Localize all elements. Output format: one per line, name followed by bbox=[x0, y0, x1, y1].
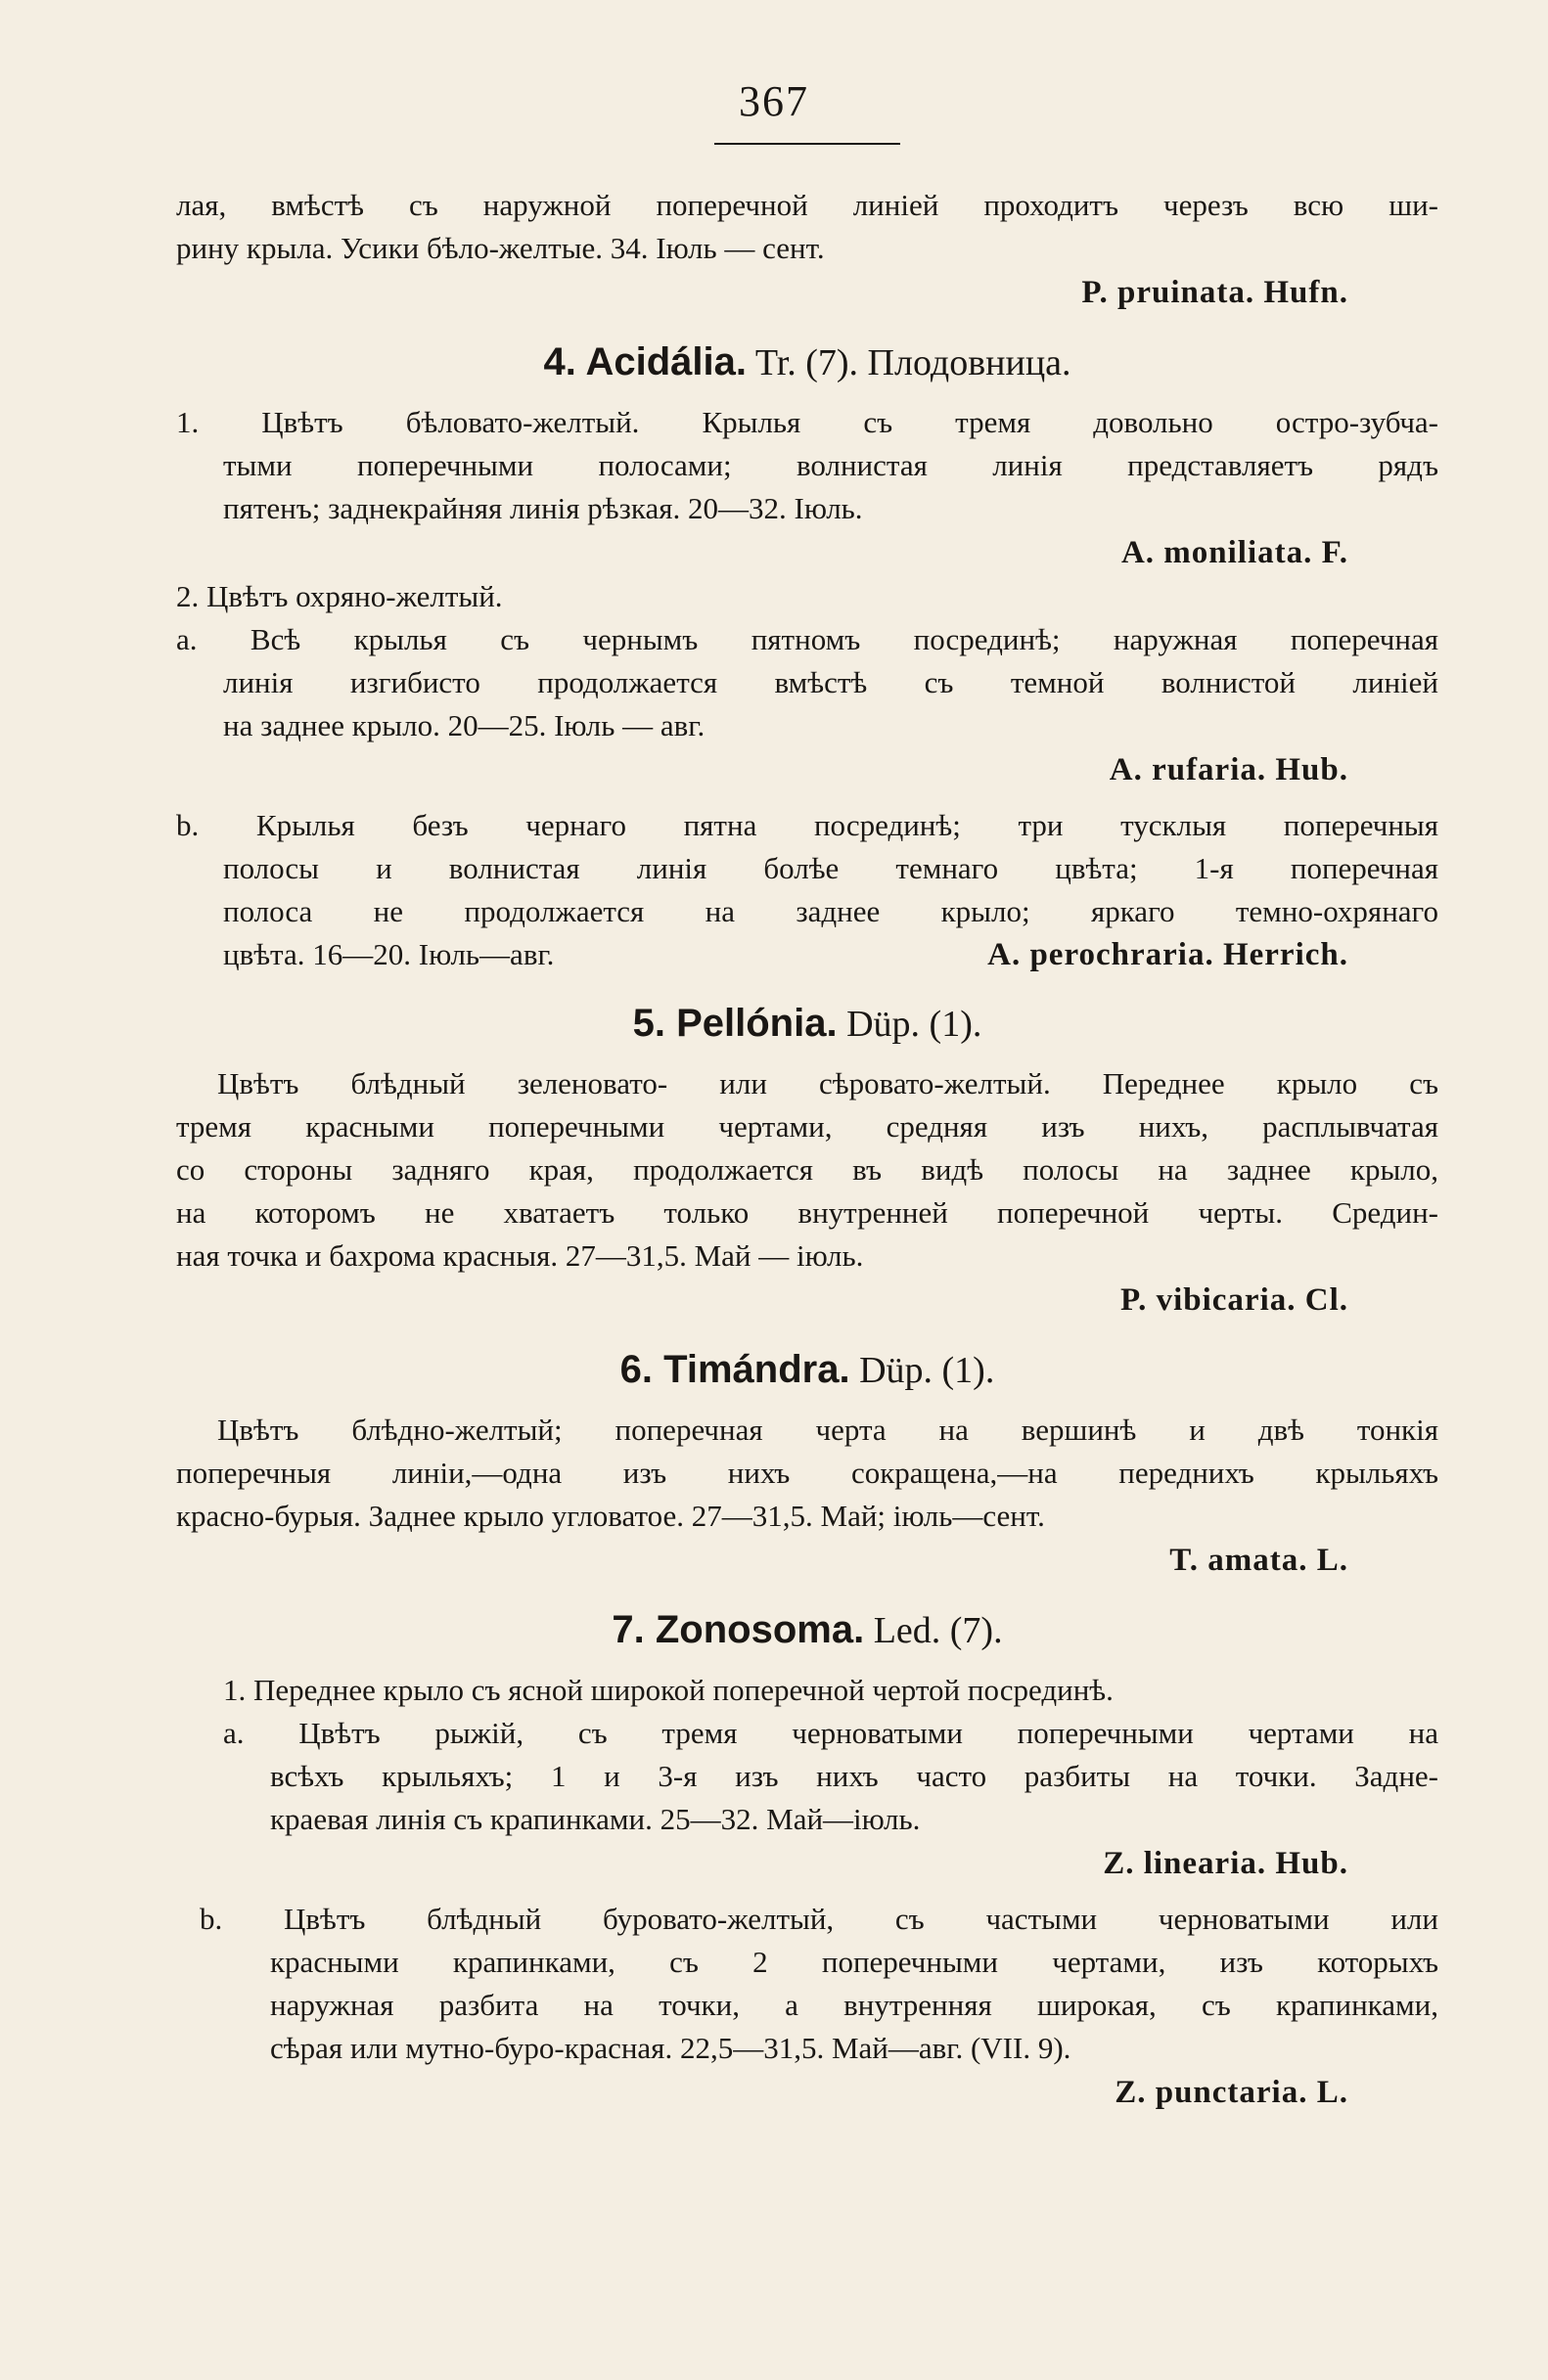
text-line: Цвѣтъ блѣдно-желтый; поперечная черта на вершинѣ и двѣ тонкія bbox=[217, 1413, 1438, 1447]
species-name: A. perochraria. Herrich. bbox=[987, 937, 1348, 972]
genus-name: 6. Timándra. bbox=[619, 1348, 850, 1391]
text-line: рину крыла. Усики бѣло-желтые. 34. Іюль — сент. bbox=[176, 231, 825, 265]
text-line: поперечныя линіи,—одна изъ нихъ сокращена,—на переднихъ крыльяхъ bbox=[176, 1456, 1438, 1490]
text-line: 1. Цвѣтъ бѣловато-желтый. Крылья съ тремя довольно остро-зубча- bbox=[176, 405, 1438, 439]
text-line: a. Цвѣтъ рыжій, съ тремя черноватыми поперечными чертами на bbox=[223, 1716, 1438, 1750]
genus-heading-timandra bbox=[176, 1340, 1438, 1399]
genus-author: Düp. (1). bbox=[846, 1004, 982, 1045]
text-line: сѣрая или мутно-буро-красная. 22,5—31,5. Май—авг. (VII. 9). bbox=[270, 2031, 1071, 2065]
text-line: полосы и волнистая линія болѣе темнаго цвѣта; 1-я поперечная bbox=[223, 851, 1438, 885]
text-line: всѣхъ крыльяхъ; 1 и 3-я изъ нихъ часто разбиты на точки. Задне- bbox=[270, 1759, 1438, 1793]
page-number: 367 bbox=[739, 77, 809, 125]
text-line: b. Крылья безъ чернаго пятна посрединѣ; три тусклыя поперечныя bbox=[176, 808, 1438, 842]
species-name: Z. linearia. Hub. bbox=[1103, 1846, 1348, 1881]
text-line: на которомъ не хватаетъ только внутренней поперечной черты. Средин- bbox=[176, 1195, 1438, 1230]
text-line: краевая линія съ крапинками. 25—32. Май—іюль. bbox=[270, 1802, 921, 1836]
page-number-rule bbox=[714, 143, 900, 145]
text-line: красными крапинками, съ 2 поперечными чертами, изъ которыхъ bbox=[270, 1945, 1438, 1979]
text-line: лая, вмѣстѣ съ наружной поперечной линіей проходитъ черезъ всю ши- bbox=[176, 188, 1438, 222]
text-line: ная точка и бахрома красныя. 27—31,5. Май — іюль. bbox=[176, 1238, 864, 1273]
species-name: A. rufaria. Hub. bbox=[1109, 752, 1348, 787]
genus-name: 5. Pellónia. bbox=[632, 1002, 838, 1045]
text-line: тыми поперечными полосами; волнистая линія представляетъ рядъ bbox=[223, 448, 1438, 482]
genus-author: Led. (7). bbox=[873, 1610, 1003, 1651]
entry-acidalia-1 bbox=[176, 401, 1438, 575]
entry-timandra bbox=[176, 1409, 1438, 1583]
text-fragment: цвѣта. 16—20. Іюль—авг. bbox=[223, 937, 555, 971]
species-name: T. amata. L. bbox=[1169, 1543, 1348, 1578]
genus-heading-acidalia bbox=[176, 333, 1438, 391]
text-line bbox=[176, 933, 1438, 976]
genus-author: Düp. (1). bbox=[859, 1350, 995, 1391]
text-line: b. Цвѣтъ блѣдный буровато-желтый, съ частыми черноватыми или bbox=[200, 1902, 1438, 1936]
species-name: Z. punctaria. L. bbox=[1115, 2075, 1348, 2110]
text-line: красно-бурыя. Заднее крыло угловатое. 27—31,5. Май; іюль—сент. bbox=[176, 1499, 1045, 1533]
species-name: P. pruinata. Hufn. bbox=[1081, 275, 1348, 310]
text-line: линія изгибисто продолжается вмѣстѣ съ темной волнистой линіей bbox=[223, 665, 1438, 699]
entry-pellonia bbox=[176, 1062, 1438, 1323]
species-name: A. moniliata. F. bbox=[1120, 535, 1348, 570]
genus-author: Tr. (7). Плодовница. bbox=[754, 342, 1071, 383]
text-line: 1. Переднее крыло съ ясной широкой поперечной чертой посрединѣ. bbox=[223, 1673, 1114, 1707]
entry-acidalia-2b bbox=[176, 804, 1438, 976]
genus-name: 7. Zonosoma. bbox=[612, 1608, 865, 1651]
text-line: тремя красными поперечными чертами, средняя изъ нихъ, расплывчатая bbox=[176, 1109, 1438, 1144]
text-line: полоса не продолжается на заднее крыло; яркаго темно-охрянаго bbox=[223, 894, 1438, 928]
text-line: a. Всѣ крылья съ чернымъ пятномъ посрединѣ; наружная поперечная bbox=[176, 622, 1438, 656]
genus-heading-zonosoma bbox=[176, 1600, 1438, 1659]
entry-acidalia-2a bbox=[176, 618, 1438, 792]
page-content bbox=[176, 184, 1438, 2115]
text-line: 2. Цвѣтъ охряно-желтый. bbox=[176, 579, 503, 613]
text-line: пятенъ; заднекрайняя линія рѣзкая. 20—32. Іюль. bbox=[223, 491, 863, 525]
genus-name: 4. Acidália. bbox=[543, 340, 747, 383]
entry-zonosoma-1a bbox=[176, 1712, 1438, 1886]
text-line: Цвѣтъ блѣдный зеленовато- или сѣровато-желтый. Переднее крыло съ bbox=[217, 1066, 1438, 1100]
entry-pruinata bbox=[176, 184, 1438, 315]
species-name: P. vibicaria. Cl. bbox=[1119, 1282, 1348, 1318]
text-line: на заднее крыло. 20—25. Іюль — авг. bbox=[223, 708, 706, 742]
text-line: со стороны задняго края, продолжается въ видѣ полосы на заднее крыло, bbox=[176, 1152, 1438, 1187]
genus-heading-pellonia bbox=[176, 994, 1438, 1053]
text-line: наружная разбита на точки, а внутренняя широкая, съ крапинками, bbox=[270, 1988, 1438, 2022]
entry-zonosoma-1b bbox=[176, 1898, 1438, 2115]
